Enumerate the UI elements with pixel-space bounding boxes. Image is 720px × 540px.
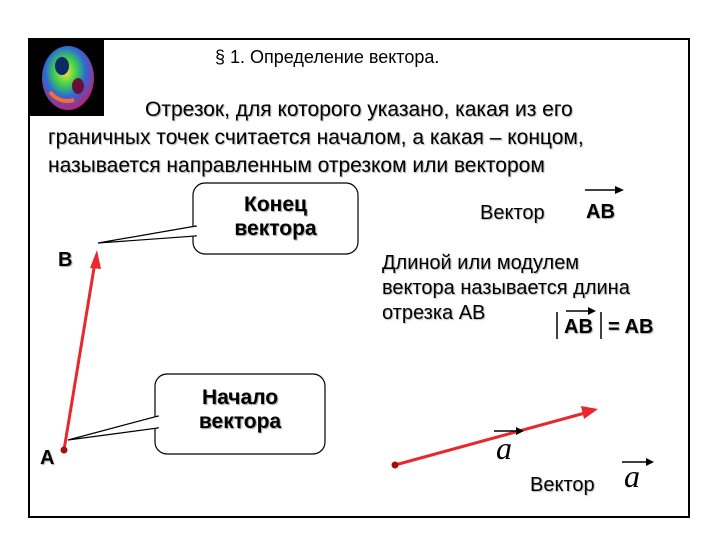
- vector-a-letter: a: [496, 430, 512, 466]
- vector-a-line: [395, 413, 585, 465]
- bottom-vector-letter: a: [624, 458, 640, 494]
- bottom-vector-label: Вектор: [530, 474, 595, 496]
- definition-line-2: граничных точек считается началом, а какая – концом,: [48, 126, 584, 149]
- vector-ab-line: [64, 262, 95, 450]
- vector-ab-notation: AB: [586, 201, 615, 223]
- page-title: § 1. Определение вектора.: [215, 47, 440, 67]
- point-b-label: B: [58, 249, 73, 271]
- definition-text: [48, 96, 688, 180]
- callout-start-text: [155, 386, 325, 434]
- length-definition: [382, 251, 630, 326]
- definition-line-3: называется направленным отрезком или вектором: [48, 154, 545, 177]
- definition-line-1: Отрезок, для которого указано, какая из его: [145, 98, 573, 121]
- modulus-vector: AB: [564, 316, 593, 338]
- point-a-label: A: [40, 447, 55, 469]
- vector-arrow-overline-icon: [585, 186, 624, 194]
- callout-end-line-1: Конец: [244, 193, 307, 216]
- vector-label: Вектор: [480, 202, 545, 224]
- length-line-1: Длиной или модулем: [382, 252, 580, 274]
- callout-start-line-1: Начало: [201, 386, 279, 409]
- vector-a-arrowhead: [581, 406, 598, 419]
- point-a-dot: [61, 447, 68, 454]
- length-line-2: вектора называется длина: [382, 277, 630, 299]
- modulus-rhs: = AB: [608, 316, 654, 338]
- vector-ab-arrowhead: [90, 250, 101, 269]
- length-line-3: отрезка АВ: [382, 302, 486, 324]
- callout-end-line-2: вектора: [234, 217, 317, 240]
- callout-start-line-2: вектора: [198, 410, 282, 433]
- vector-a-start-dot: [392, 462, 399, 469]
- callout-end-text: [193, 193, 358, 241]
